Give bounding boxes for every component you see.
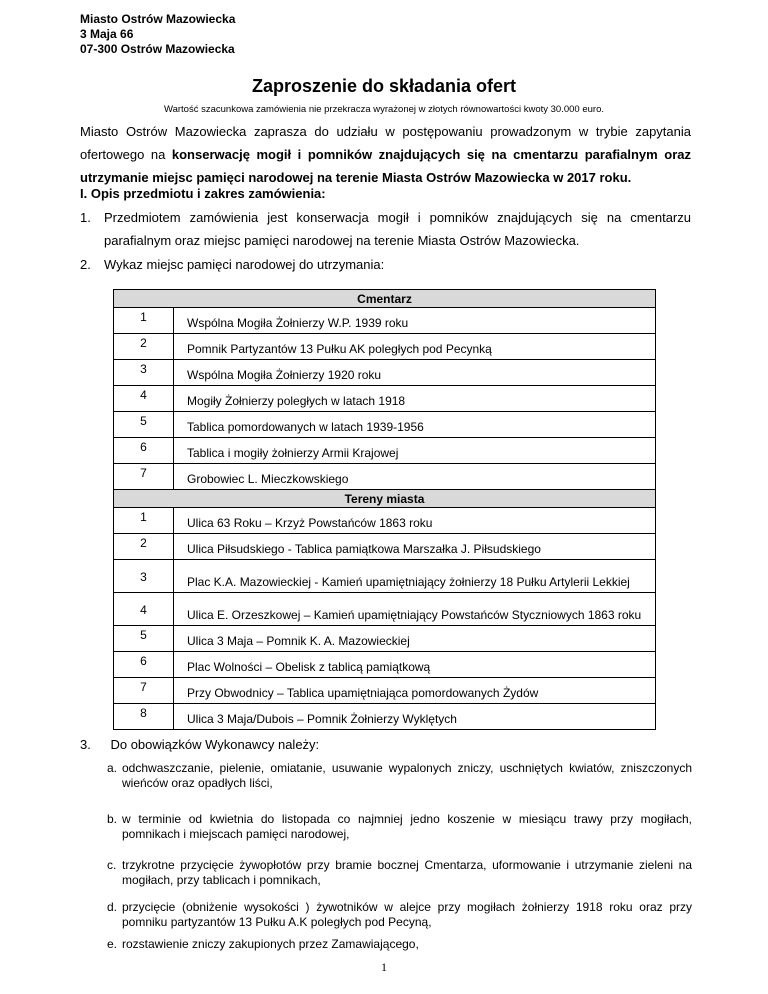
table-row (114, 652, 656, 678)
duty-letter: b. (107, 812, 118, 826)
intro-paragraph (80, 120, 691, 189)
row-name: Mogiły Żołnierzy poległych w latach 1918 (174, 386, 656, 412)
table-row (114, 678, 656, 704)
sender-address (80, 12, 235, 57)
row-number: 2 (114, 334, 174, 360)
duty-item (107, 937, 692, 952)
duty-item (107, 812, 692, 842)
row-name: Przy Obwodnicy – Tablica upamiętniająca pomordowanych Żydów (174, 678, 656, 704)
duty-letter: c. (107, 858, 117, 872)
table-group-header (114, 490, 656, 508)
table-row (114, 593, 656, 626)
document-title: Zaproszenie do składania ofert (251, 76, 517, 96)
item-text: Do obowiązków Wykonawcy należy: (110, 737, 320, 752)
row-number: 4 (114, 593, 174, 626)
row-number: 1 (114, 308, 174, 334)
duty-text: trzykrotne przycięcie żywopłotów przy bramie bocznej Cmentarza, uformowanie i utrzymanie zieleni na mogiłach, przy tablicach i pomnikach, (122, 858, 692, 887)
group-title: Tereny miasta (114, 490, 656, 508)
places-table (113, 289, 656, 730)
intro-text: Miasto Ostrów Mazowiecka zaprasza do udziału w postępowaniu prowadzonym w trybie zapytania ofertowego na (80, 124, 691, 162)
row-name: Wspólna Mogiła Żołnierzy 1920 roku (174, 360, 656, 386)
list-item (80, 253, 691, 276)
row-number: 5 (114, 412, 174, 438)
item-number: 2. (80, 257, 91, 272)
row-name: Tablica i mogiły żołnierzy Armii Krajowej (174, 438, 656, 464)
duty-letter: d. (107, 900, 118, 914)
duty-text: odchwaszczanie, pielenie, omiatanie, usuwanie wypalonych zniczy, uschniętych kwiatów, zniszczonych wieńców oraz opadłych liści, (122, 761, 692, 790)
duty-item (107, 761, 692, 791)
table-row (114, 560, 656, 593)
row-name: Grobowiec L. Mieczkowskiego (174, 464, 656, 490)
table-row (114, 626, 656, 652)
row-number: 2 (114, 534, 174, 560)
list-item (80, 737, 319, 752)
row-number: 6 (114, 652, 174, 678)
duty-text: przycięcie (obniżenie wysokości ) żywotników w alejce przy mogiłach żołnierzy 1918 roku oraz przy pomniku partyzantów 13 Pułku A.K poległych pod Pecyną, (122, 900, 692, 929)
document-subtitle: Wartość szacunkowa zamówienia nie przekracza wyrażonej w złotych równowartości kwoty 30.000 euro. (163, 104, 604, 115)
intro-bold-text: konserwację mogił i pomników znajdujących się na cmentarzu parafialnym oraz utrzymanie miejsc pamięci narodowej na terenie Miasta Ostrów Mazowiecka w 2017 roku. (80, 147, 691, 185)
address-line-postal: 07-300 Ostrów Mazowiecka (80, 42, 235, 56)
row-number: 3 (114, 560, 174, 593)
table-row (114, 334, 656, 360)
row-name: Ulica 3 Maja/Dubois – Pomnik Żołnierzy Wyklętych (174, 704, 656, 730)
page-number: 1 (381, 960, 387, 974)
row-number: 7 (114, 464, 174, 490)
address-line-street: 3 Maja 66 (80, 27, 134, 41)
row-number: 1 (114, 508, 174, 534)
table-row (114, 508, 656, 534)
item-number: 3. (80, 737, 91, 752)
duty-text: w terminie od kwietnia do listopada co najmniej jedno koszenie w miesiącu trawy przy mogiłach, pomnikach i miejscach pamięci narodowej, (122, 812, 692, 841)
row-name: Ulica E. Orzeszkowej – Kamień upamiętniający Powstańców Styczniowych 1863 roku (174, 593, 656, 626)
row-name: Wspólna Mogiła Żołnierzy W.P. 1939 roku (174, 308, 656, 334)
row-name: Ulica Piłsudskiego - Tablica pamiątkowa Marszałka J. Piłsudskiego (174, 534, 656, 560)
row-number: 6 (114, 438, 174, 464)
table-row (114, 704, 656, 730)
table-row (114, 412, 656, 438)
row-number: 8 (114, 704, 174, 730)
row-name: Tablica pomordowanych w latach 1939-1956 (174, 412, 656, 438)
address-line-city: Miasto Ostrów Mazowiecka (80, 12, 236, 26)
table-row (114, 386, 656, 412)
row-number: 5 (114, 626, 174, 652)
section-heading: I. Opis przedmiotu i zakres zamówienia: (80, 186, 326, 201)
row-name: Plac K.A. Mazowieckiej - Kamień upamiętniający żołnierzy 18 Pułku Artylerii Lekkiej (174, 560, 656, 593)
row-name: Ulica 3 Maja – Pomnik K. A. Mazowieckiej (174, 626, 656, 652)
table-group-header (114, 290, 656, 308)
row-name: Plac Wolności – Obelisk z tablicą pamiątkową (174, 652, 656, 678)
row-name: Pomnik Partyzantów 13 Pułku AK poległych pod Pecynką (174, 334, 656, 360)
duty-item (107, 900, 692, 930)
row-number: 7 (114, 678, 174, 704)
duty-text: rozstawienie zniczy zakupionych przez Zamawiającego, (122, 937, 419, 951)
item-text: Przedmiotem zamówienia jest konserwacja mogił i pomników znajdujących się na cmentarzu parafialnym oraz miejsc pamięci narodowej na terenie Miasta Ostrów Mazowiecka. (104, 210, 691, 248)
row-name: Ulica 63 Roku – Krzyż Powstańców 1863 roku (174, 508, 656, 534)
table-row (114, 308, 656, 334)
row-number: 3 (114, 360, 174, 386)
table-row (114, 360, 656, 386)
table-row (114, 534, 656, 560)
item-text: Wykaz miejsc pamięci narodowej do utrzymania: (104, 257, 385, 272)
duty-letter: a. (107, 761, 118, 775)
table-row (114, 464, 656, 490)
duty-letter: e. (107, 937, 118, 951)
list-item (80, 206, 691, 252)
table-row (114, 438, 656, 464)
row-number: 4 (114, 386, 174, 412)
duty-item (107, 858, 692, 888)
item-number: 1. (80, 210, 91, 225)
group-title: Cmentarz (114, 290, 656, 308)
